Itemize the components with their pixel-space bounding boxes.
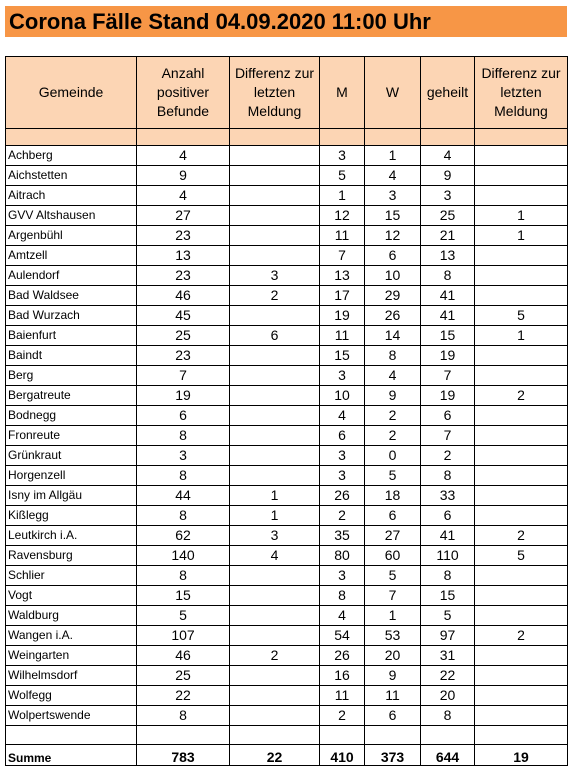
cell-anzahl: 4 [137, 146, 230, 166]
cell-differenz-geheilt [475, 286, 568, 306]
cell-differenz [230, 306, 320, 326]
cell-m: 16 [320, 666, 365, 686]
cell-geheilt: 110 [421, 546, 475, 566]
cell-geheilt: 8 [421, 706, 475, 726]
cell-anzahl: 25 [137, 666, 230, 686]
table-row [6, 506, 568, 526]
cell-differenz-geheilt [475, 186, 568, 206]
summe-m: 410 [320, 745, 365, 766]
cell-w: 2 [365, 406, 421, 426]
cell-gemeinde: Kißlegg [6, 506, 137, 526]
cell-m: 5 [320, 166, 365, 186]
table-row [6, 586, 568, 606]
cell-differenz-geheilt: 1 [475, 226, 568, 246]
cell-m: 17 [320, 286, 365, 306]
cell-geheilt: 22 [421, 666, 475, 686]
cell-differenz: 3 [230, 266, 320, 286]
cell-m: 12 [320, 206, 365, 226]
cell-geheilt: 8 [421, 266, 475, 286]
header-differenz-geheilt: Differenz zur letzten Meldung [475, 57, 568, 129]
cell-differenz: 3 [230, 526, 320, 546]
cell-anzahl: 8 [137, 566, 230, 586]
header-differenz: Differenz zur letzten Meldung [230, 57, 320, 129]
cell-gemeinde: Aichstetten [6, 166, 137, 186]
header-anzahl: Anzahl positiver Befunde [137, 57, 230, 129]
cell-anzahl: 25 [137, 326, 230, 346]
cell-differenz: 1 [230, 506, 320, 526]
summe-label: Summe [6, 745, 137, 766]
cell-w: 18 [365, 486, 421, 506]
cell-anzahl: 15 [137, 586, 230, 606]
cell-anzahl: 4 [137, 186, 230, 206]
cell-geheilt: 6 [421, 506, 475, 526]
cell-anzahl: 5 [137, 606, 230, 626]
spacer-row [6, 726, 568, 745]
table-row [6, 626, 568, 646]
cell-geheilt: 7 [421, 426, 475, 446]
cell-differenz-geheilt: 1 [475, 326, 568, 346]
cell-w: 4 [365, 366, 421, 386]
cell-m: 15 [320, 346, 365, 366]
cell-differenz [230, 566, 320, 586]
cell-differenz [230, 586, 320, 606]
cell-gemeinde: Leutkirch i.A. [6, 526, 137, 546]
cell-differenz-geheilt [475, 706, 568, 726]
table-row [6, 706, 568, 726]
cell-w: 4 [365, 166, 421, 186]
cell-gemeinde: Amtzell [6, 246, 137, 266]
cell-m: 3 [320, 466, 365, 486]
cell-anzahl: 8 [137, 706, 230, 726]
cell-gemeinde: Bergatreute [6, 386, 137, 406]
cell-m: 3 [320, 446, 365, 466]
cell-m: 4 [320, 406, 365, 426]
table-row [6, 466, 568, 486]
summe-geheilt: 644 [421, 745, 475, 766]
cell-differenz [230, 606, 320, 626]
cell-differenz-geheilt: 2 [475, 526, 568, 546]
cell-w: 53 [365, 626, 421, 646]
table-row [6, 406, 568, 426]
cell-gemeinde: Waldburg [6, 606, 137, 626]
cell-anzahl: 8 [137, 506, 230, 526]
cell-differenz-geheilt: 5 [475, 546, 568, 566]
cell-differenz-geheilt [475, 446, 568, 466]
table-row [6, 326, 568, 346]
cell-geheilt: 3 [421, 186, 475, 206]
header-m: M [320, 57, 365, 129]
cell-differenz [230, 426, 320, 446]
cell-w: 6 [365, 246, 421, 266]
cell-anzahl: 9 [137, 166, 230, 186]
cell-w: 20 [365, 646, 421, 666]
cell-anzahl: 19 [137, 386, 230, 406]
cell-m: 13 [320, 266, 365, 286]
table-row [6, 346, 568, 366]
header-spacer-row [6, 129, 568, 146]
table-row [6, 266, 568, 286]
table-row [6, 666, 568, 686]
cell-differenz-geheilt [475, 606, 568, 626]
cell-anzahl: 27 [137, 206, 230, 226]
table-row [6, 146, 568, 166]
cell-anzahl: 62 [137, 526, 230, 546]
cell-m: 19 [320, 306, 365, 326]
cell-anzahl: 23 [137, 346, 230, 366]
cell-m: 11 [320, 686, 365, 706]
summe-differenz-geheilt: 19 [475, 745, 568, 766]
cell-gemeinde: Wilhelmsdorf [6, 666, 137, 686]
cell-m: 3 [320, 146, 365, 166]
cell-differenz [230, 226, 320, 246]
cell-differenz: 4 [230, 546, 320, 566]
header-gemeinde: Gemeinde [6, 57, 137, 129]
table-body [6, 146, 568, 726]
cell-differenz [230, 386, 320, 406]
cell-differenz [230, 446, 320, 466]
cell-differenz-geheilt: 2 [475, 386, 568, 406]
table-row [6, 206, 568, 226]
cell-geheilt: 6 [421, 406, 475, 426]
cell-geheilt: 19 [421, 346, 475, 366]
cell-differenz [230, 346, 320, 366]
cell-geheilt: 9 [421, 166, 475, 186]
cell-gemeinde: Baindt [6, 346, 137, 366]
cell-gemeinde: GVV Altshausen [6, 206, 137, 226]
table-row [6, 486, 568, 506]
cell-geheilt: 15 [421, 326, 475, 346]
cell-gemeinde: Argenbühl [6, 226, 137, 246]
cell-differenz-geheilt [475, 246, 568, 266]
cell-geheilt: 2 [421, 446, 475, 466]
cell-anzahl: 23 [137, 226, 230, 246]
cell-gemeinde: Aitrach [6, 186, 137, 206]
cell-differenz-geheilt [475, 646, 568, 666]
cell-anzahl: 8 [137, 466, 230, 486]
cell-gemeinde: Vogt [6, 586, 137, 606]
table-row [6, 566, 568, 586]
cell-anzahl: 8 [137, 426, 230, 446]
cell-geheilt: 13 [421, 246, 475, 266]
cell-geheilt: 31 [421, 646, 475, 666]
cell-w: 14 [365, 326, 421, 346]
cell-differenz [230, 666, 320, 686]
cell-differenz: 6 [230, 326, 320, 346]
cell-differenz-geheilt [475, 406, 568, 426]
cell-gemeinde: Weingarten [6, 646, 137, 666]
header-w: W [365, 57, 421, 129]
cell-gemeinde: Baienfurt [6, 326, 137, 346]
cell-gemeinde: Isny im Allgäu [6, 486, 137, 506]
cell-gemeinde: Wolpertswende [6, 706, 137, 726]
cell-w: 8 [365, 346, 421, 366]
cell-geheilt: 25 [421, 206, 475, 226]
cell-differenz [230, 706, 320, 726]
cell-differenz-geheilt [475, 566, 568, 586]
table-row [6, 226, 568, 246]
cell-gemeinde: Bodnegg [6, 406, 137, 426]
cell-differenz [230, 146, 320, 166]
cell-differenz: 1 [230, 486, 320, 506]
table-row [6, 686, 568, 706]
table-row [6, 546, 568, 566]
cell-differenz [230, 366, 320, 386]
cell-differenz [230, 166, 320, 186]
cell-m: 8 [320, 586, 365, 606]
cell-geheilt: 15 [421, 586, 475, 606]
cell-m: 4 [320, 606, 365, 626]
cell-w: 3 [365, 186, 421, 206]
cell-anzahl: 13 [137, 246, 230, 266]
cell-geheilt: 41 [421, 526, 475, 546]
cell-m: 11 [320, 326, 365, 346]
cell-m: 3 [320, 366, 365, 386]
cell-anzahl: 7 [137, 366, 230, 386]
cell-differenz [230, 466, 320, 486]
cell-geheilt: 7 [421, 366, 475, 386]
cell-w: 1 [365, 606, 421, 626]
cell-m: 1 [320, 186, 365, 206]
cell-differenz-geheilt [475, 466, 568, 486]
table-row [6, 526, 568, 546]
cell-anzahl: 6 [137, 406, 230, 426]
cell-differenz-geheilt [475, 486, 568, 506]
cell-gemeinde: Schlier [6, 566, 137, 586]
cell-w: 26 [365, 306, 421, 326]
cell-differenz-geheilt [475, 146, 568, 166]
cell-w: 60 [365, 546, 421, 566]
cell-differenz-geheilt [475, 266, 568, 286]
cell-m: 6 [320, 426, 365, 446]
cell-geheilt: 8 [421, 466, 475, 486]
cell-gemeinde: Wolfegg [6, 686, 137, 706]
cell-anzahl: 46 [137, 646, 230, 666]
table-row [6, 166, 568, 186]
cell-differenz-geheilt: 1 [475, 206, 568, 226]
cell-gemeinde: Bad Wurzach [6, 306, 137, 326]
cell-anzahl: 45 [137, 306, 230, 326]
cell-w: 6 [365, 706, 421, 726]
cases-table [5, 56, 568, 766]
cell-geheilt: 33 [421, 486, 475, 506]
cell-m: 35 [320, 526, 365, 546]
table-row [6, 386, 568, 406]
cell-gemeinde: Fronreute [6, 426, 137, 446]
cell-m: 10 [320, 386, 365, 406]
cell-w: 5 [365, 566, 421, 586]
cell-differenz: 2 [230, 646, 320, 666]
header-geheilt: geheilt [421, 57, 475, 129]
cell-geheilt: 8 [421, 566, 475, 586]
cell-differenz-geheilt [475, 426, 568, 446]
cell-geheilt: 21 [421, 226, 475, 246]
cell-m: 11 [320, 226, 365, 246]
table-row [6, 286, 568, 306]
cell-differenz-geheilt [475, 346, 568, 366]
cell-differenz [230, 686, 320, 706]
table-row [6, 306, 568, 326]
cell-differenz-geheilt [475, 666, 568, 686]
table-header [6, 57, 568, 146]
table-row [6, 646, 568, 666]
cell-geheilt: 41 [421, 286, 475, 306]
cell-gemeinde: Berg [6, 366, 137, 386]
cell-w: 10 [365, 266, 421, 286]
cell-m: 54 [320, 626, 365, 646]
cell-w: 1 [365, 146, 421, 166]
cell-w: 12 [365, 226, 421, 246]
cell-w: 0 [365, 446, 421, 466]
cell-w: 9 [365, 386, 421, 406]
cell-w: 6 [365, 506, 421, 526]
cell-geheilt: 5 [421, 606, 475, 626]
table-row [6, 246, 568, 266]
cell-differenz [230, 206, 320, 226]
summe-row [6, 745, 568, 766]
table-row [6, 366, 568, 386]
cell-w: 15 [365, 206, 421, 226]
cell-differenz [230, 406, 320, 426]
cell-anzahl: 22 [137, 686, 230, 706]
cell-w: 9 [365, 666, 421, 686]
cell-gemeinde: Horgenzell [6, 466, 137, 486]
cell-gemeinde: Achberg [6, 146, 137, 166]
cell-anzahl: 23 [137, 266, 230, 286]
cell-m: 2 [320, 706, 365, 726]
cell-differenz-geheilt [475, 586, 568, 606]
cell-differenz-geheilt: 2 [475, 626, 568, 646]
cell-differenz [230, 186, 320, 206]
cell-anzahl: 107 [137, 626, 230, 646]
table-footer [6, 726, 568, 766]
cell-m: 3 [320, 566, 365, 586]
cell-anzahl: 46 [137, 286, 230, 306]
cell-anzahl: 44 [137, 486, 230, 506]
cell-m: 7 [320, 246, 365, 266]
cell-gemeinde: Aulendorf [6, 266, 137, 286]
cell-gemeinde: Grünkraut [6, 446, 137, 466]
cell-w: 5 [365, 466, 421, 486]
cell-m: 26 [320, 486, 365, 506]
summe-w: 373 [365, 745, 421, 766]
summe-differenz: 22 [230, 745, 320, 766]
cell-differenz-geheilt [475, 166, 568, 186]
cell-w: 7 [365, 586, 421, 606]
cell-differenz-geheilt [475, 506, 568, 526]
cell-gemeinde: Bad Waldsee [6, 286, 137, 306]
cell-m: 2 [320, 506, 365, 526]
table-row [6, 606, 568, 626]
cell-m: 80 [320, 546, 365, 566]
table-row [6, 446, 568, 466]
summe-anzahl: 783 [137, 745, 230, 766]
cell-w: 2 [365, 426, 421, 446]
cell-m: 26 [320, 646, 365, 666]
cell-anzahl: 140 [137, 546, 230, 566]
table-row [6, 186, 568, 206]
cell-differenz [230, 626, 320, 646]
cell-w: 29 [365, 286, 421, 306]
cell-gemeinde: Wangen i.A. [6, 626, 137, 646]
cell-gemeinde: Ravensburg [6, 546, 137, 566]
cell-anzahl: 3 [137, 446, 230, 466]
cell-geheilt: 41 [421, 306, 475, 326]
cell-differenz: 2 [230, 286, 320, 306]
cell-differenz [230, 246, 320, 266]
cell-differenz-geheilt [475, 686, 568, 706]
cell-w: 27 [365, 526, 421, 546]
cell-geheilt: 20 [421, 686, 475, 706]
cell-geheilt: 19 [421, 386, 475, 406]
page-title: Corona Fälle Stand 04.09.2020 11:00 Uhr [5, 6, 567, 37]
cell-w: 11 [365, 686, 421, 706]
cell-geheilt: 4 [421, 146, 475, 166]
cell-geheilt: 97 [421, 626, 475, 646]
cell-differenz-geheilt: 5 [475, 306, 568, 326]
cell-differenz-geheilt [475, 366, 568, 386]
table-row [6, 426, 568, 446]
